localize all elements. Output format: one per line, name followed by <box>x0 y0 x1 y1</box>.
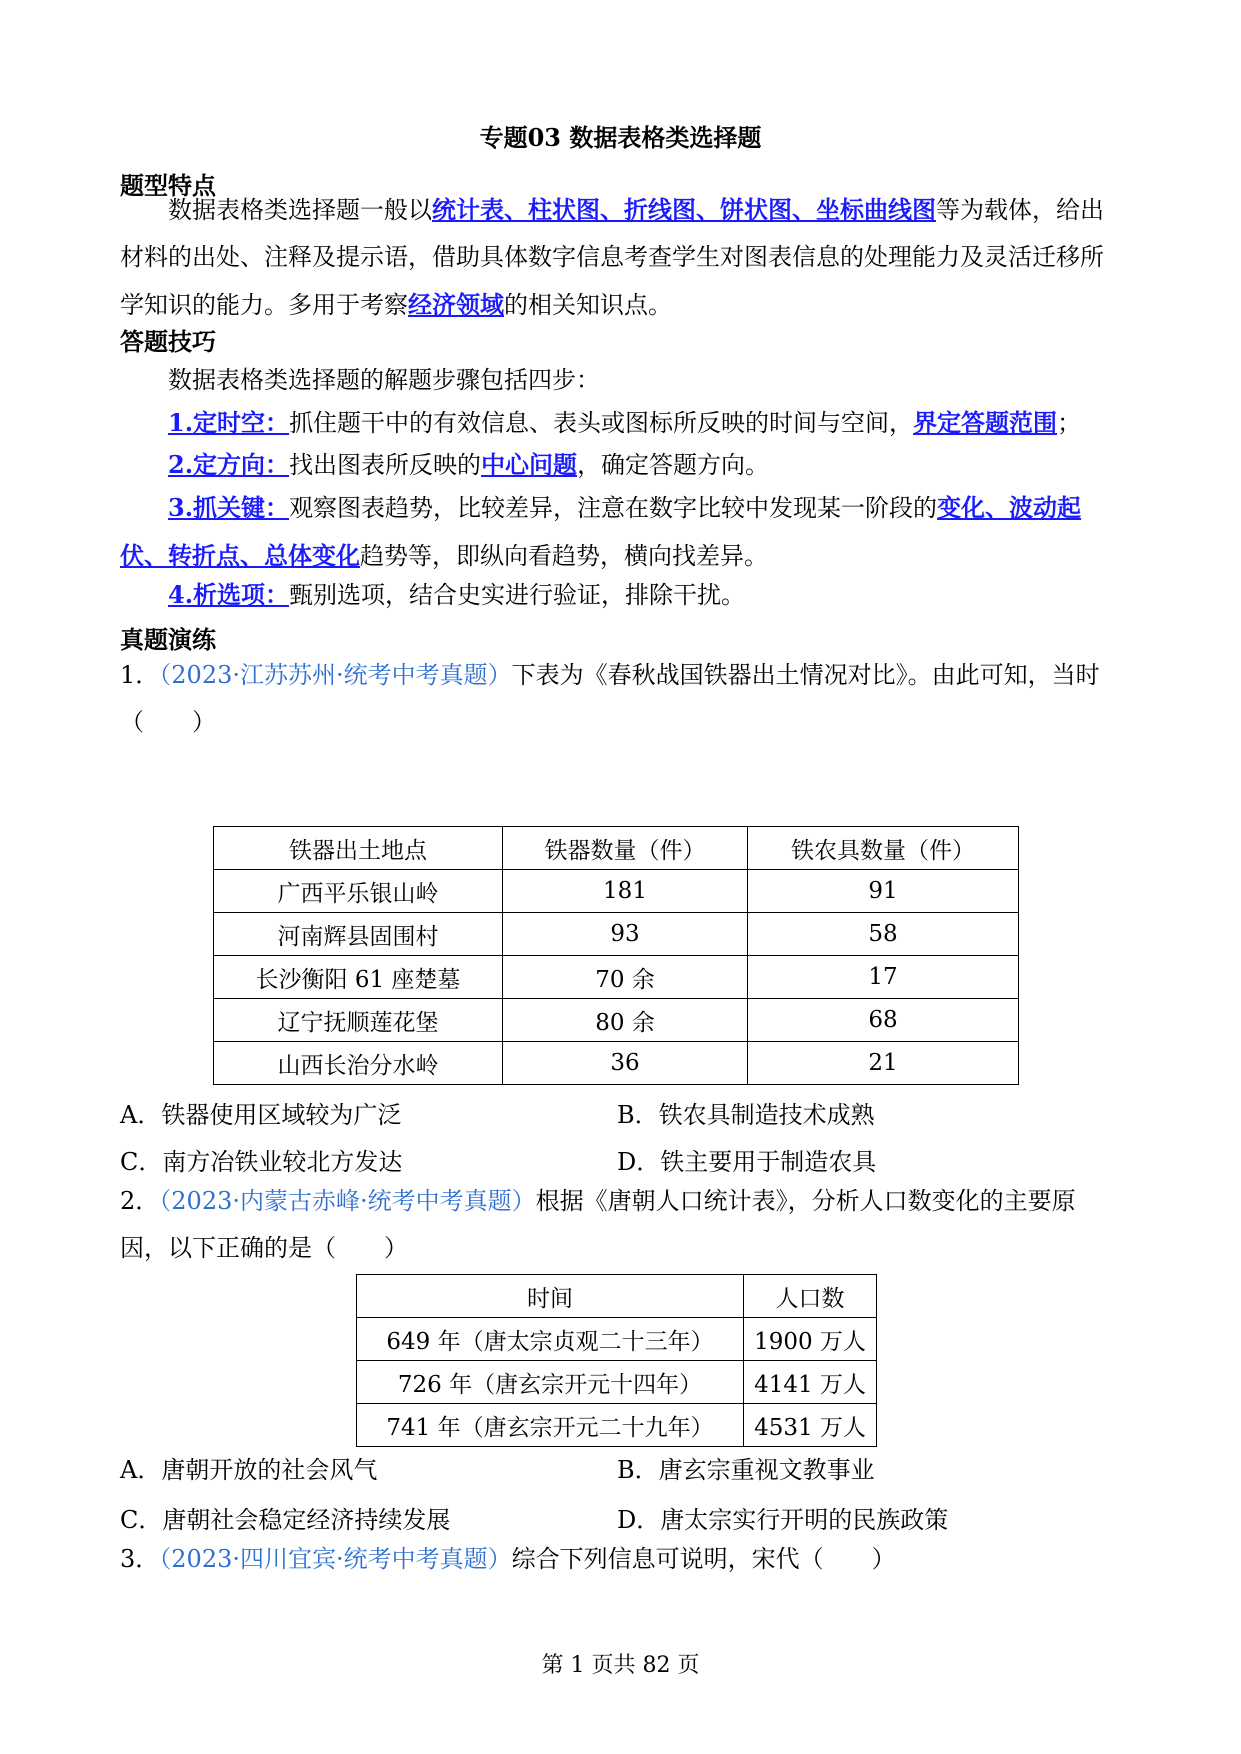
table-row <box>357 1361 877 1404</box>
table-header-cell: 铁农具数量（件） <box>748 827 1019 870</box>
table-header-row <box>214 827 1019 870</box>
table-row <box>214 913 1019 956</box>
q1-table <box>213 826 1019 1085</box>
table-header-cell: 时间 <box>357 1275 744 1318</box>
q2-option-b[interactable]: B．唐玄宗重视文教事业 <box>617 1456 875 1484</box>
step-3 <box>120 484 1120 580</box>
table-cell: 93 <box>503 913 748 956</box>
question-source[interactable]: （2023·四川宜宾·统考中考真题） <box>159 1545 512 1573</box>
step-2 <box>120 441 1120 489</box>
table-row <box>214 999 1019 1042</box>
intro-text: 等为载体，给出材料的出处、注释及提示语，借助具体数字信息考查学生对图表信息的处理能力及灵活迁移所学知识的能力。多用于考察 <box>120 196 1104 319</box>
table-cell: 长沙衡阳 61 座楚墓 <box>214 956 503 999</box>
question-number: 2． <box>120 1187 160 1215</box>
step-2-end: ，确定答题方向。 <box>577 451 770 479</box>
table-header-cell: 人口数 <box>744 1275 877 1318</box>
step-4-label[interactable]: 4.析选项： <box>168 580 290 609</box>
q1-option-c[interactable]: C．南方冶铁业较北方发达 <box>120 1148 403 1176</box>
question-source[interactable]: （2023·江苏苏州·统考中考真题） <box>159 661 512 689</box>
table-cell: 4531 万人 <box>744 1404 877 1447</box>
question-number: 3． <box>120 1545 160 1573</box>
question-2-stem <box>120 1178 1120 1272</box>
step-1-text: 抓住题干中的有效信息、表头或图标所反映的时间与空间， <box>289 409 914 437</box>
q1-option-a[interactable]: A．铁器使用区域较为广泛 <box>120 1101 402 1129</box>
table-row <box>214 870 1019 913</box>
table-cell: 80 余 <box>503 999 748 1042</box>
step-1-label[interactable]: 1.定时空： <box>168 408 290 437</box>
table-cell: 广西平乐银山岭 <box>214 870 503 913</box>
table-cell: 1900 万人 <box>744 1318 877 1361</box>
step-1-end: ； <box>1057 409 1082 437</box>
step-1-link[interactable]: 界定答题范围 <box>913 408 1058 437</box>
section-heading-features: 题型特点 <box>120 171 216 200</box>
table-row <box>214 1042 1019 1085</box>
table-row <box>357 1404 877 1447</box>
question-text: 综合下列信息可说明，宋代（ ） <box>511 1545 896 1573</box>
table-cell: 36 <box>503 1042 748 1085</box>
table-header-cell: 铁器数量（件） <box>503 827 748 870</box>
table-cell: 山西长治分水岭 <box>214 1042 503 1085</box>
intro-text: 数据表格类选择题一般以 <box>168 196 432 224</box>
table-cell: 68 <box>748 999 1019 1042</box>
table-cell: 70 余 <box>503 956 748 999</box>
page-title: 专题03 数据表格类选择题 <box>479 123 762 152</box>
intro-paragraph <box>120 186 1120 329</box>
page-footer: 第 1 页共 82 页 <box>541 1653 700 1678</box>
table-row <box>357 1318 877 1361</box>
q2-option-d[interactable]: D．唐太宗实行开明的民族政策 <box>617 1506 949 1534</box>
table-cell: 58 <box>748 913 1019 956</box>
table-cell: 649 年（唐太宗贞观二十三年） <box>357 1318 744 1361</box>
step-3-end: 趋势等，即纵向看趋势，横向找差异。 <box>360 542 768 570</box>
question-source[interactable]: （2023·内蒙古赤峰·统考中考真题） <box>159 1187 536 1215</box>
table-cell: 741 年（唐玄宗开元二十九年） <box>357 1404 744 1447</box>
question-3-stem <box>120 1536 1120 1583</box>
q2-option-a[interactable]: A．唐朝开放的社会风气 <box>120 1456 378 1484</box>
table-cell: 21 <box>748 1042 1019 1085</box>
question-text: 下表为《春秋战国铁器出土情况对比》。由此可知，当时（ ） <box>120 661 1100 736</box>
table-cell: 17 <box>748 956 1019 999</box>
question-text: 根据《唐朝人口统计表》，分析人口数变化的主要原因，以下正确的是（ ） <box>120 1187 1076 1262</box>
step-1 <box>120 399 1120 447</box>
intro-text: 的相关知识点。 <box>504 291 672 319</box>
section-heading-practice: 真题演练 <box>120 625 216 654</box>
step-3-link[interactable]: 变化、波动起伏、转折点、总体变化 <box>120 493 1082 570</box>
section-heading-skills: 答题技巧 <box>120 327 216 356</box>
step-3-text: 观察图表趋势，比较差异，注意在数字比较中发现某一阶段的 <box>289 494 938 522</box>
step-2-text: 找出图表所反映的 <box>289 451 482 479</box>
q1-option-b[interactable]: B．铁农具制造技术成熟 <box>617 1101 875 1129</box>
table-cell: 4141 万人 <box>744 1361 877 1404</box>
table-cell: 726 年（唐玄宗开元十四年） <box>357 1361 744 1404</box>
q2-table <box>356 1274 877 1447</box>
step-4 <box>120 571 1120 619</box>
step-2-link[interactable]: 中心问题 <box>481 450 578 479</box>
q1-option-d[interactable]: D．铁主要用于制造农具 <box>617 1148 877 1176</box>
question-number: 1． <box>120 661 160 689</box>
table-row <box>214 956 1019 999</box>
table-cell: 91 <box>748 870 1019 913</box>
question-1-stem <box>120 652 1120 746</box>
steps-intro: 数据表格类选择题的解题步骤包括四步： <box>168 366 600 394</box>
table-header-cell: 铁器出土地点 <box>214 827 503 870</box>
table-cell: 河南辉县固围村 <box>214 913 503 956</box>
table-header-row <box>357 1275 877 1318</box>
table-cell: 181 <box>503 870 748 913</box>
economy-link[interactable]: 经济领域 <box>408 290 504 319</box>
q2-option-c[interactable]: C．唐朝社会稳定经济持续发展 <box>120 1506 451 1534</box>
chart-types-link[interactable]: 统计表、柱状图、折线图、饼状图、坐标曲线图 <box>432 195 936 224</box>
step-4-text: 甄别选项，结合史实进行验证，排除干扰。 <box>289 581 746 609</box>
table-cell: 辽宁抚顺莲花堡 <box>214 999 503 1042</box>
step-2-label[interactable]: 2.定方向： <box>168 450 290 479</box>
step-3-label[interactable]: 3.抓关键： <box>168 493 290 522</box>
